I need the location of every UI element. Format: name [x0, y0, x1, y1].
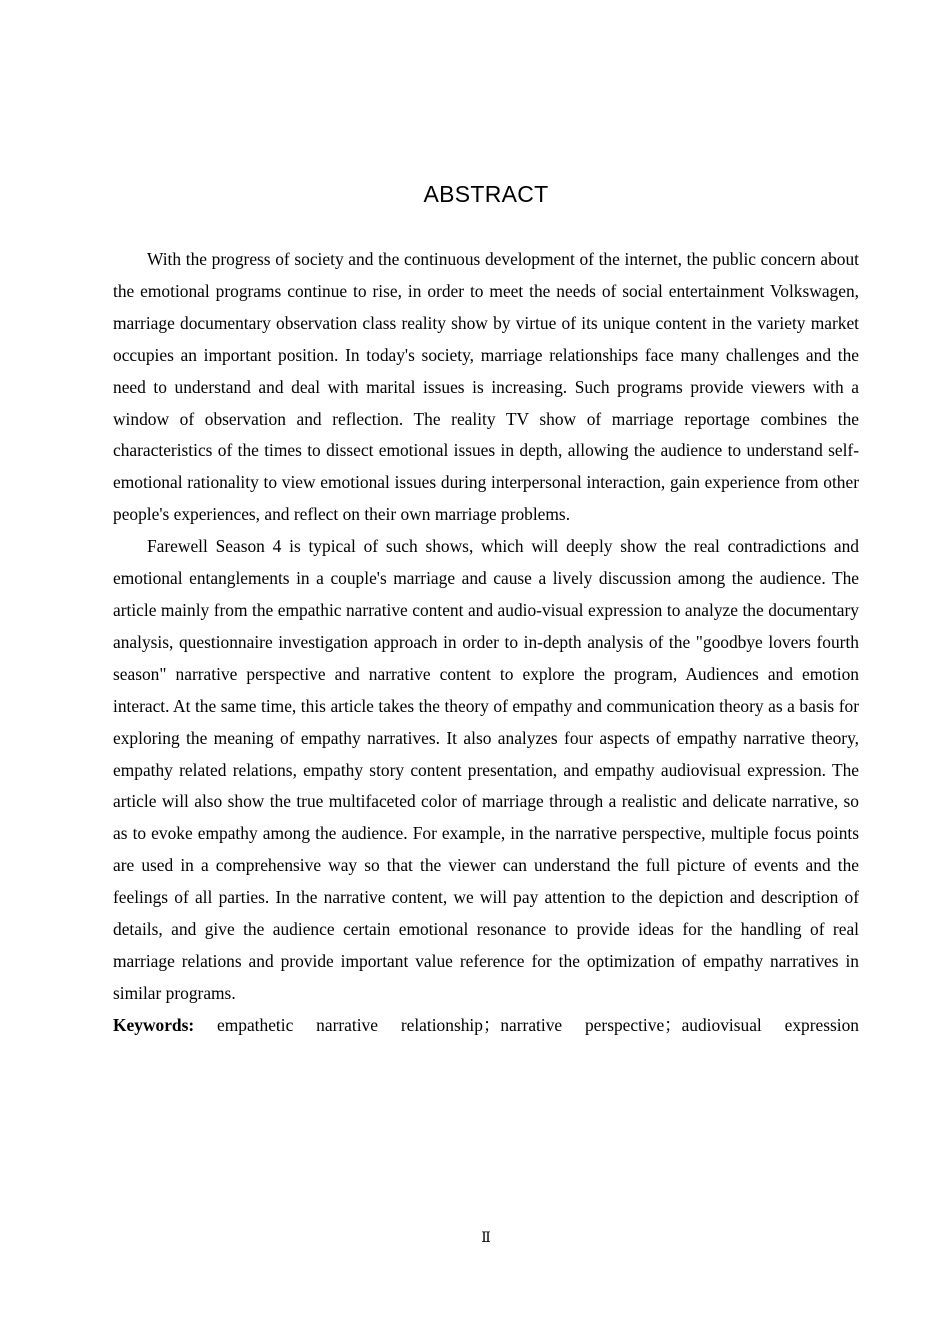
abstract-paragraph-1: With the progress of society and the continuous development of the internet, the public concern about the emotional programs continue to rise, in order to meet the needs of social entertainment Volkswagen, marriage documentary observation class reality show by virtue of its unique content in the variety market occupies an important position. In today's society, marriage relationships face many challenges and the need to understand and deal with marital issues is increasing. Such programs provide viewers with a window of observation and reflection. The reality TV show of marriage reportage combines the characteristics of the times to dissect emotional issues in depth, allowing the audience to understand self-emotional rationality to view emotional issues during interpersonal interaction, gain experience from other people's experiences, and reflect on their own marriage problems. — [113, 249, 859, 525]
abstract-body — [113, 244, 859, 1042]
keywords-text: empathetic narrative relationship；narrative perspective；audiovisual expression — [194, 1014, 859, 1035]
page-number: Ⅱ — [481, 1231, 491, 1246]
abstract-title: ABSTRACT — [423, 181, 549, 207]
abstract-paragraph-2: Farewell Season 4 is typical of such shows, which will deeply show the real contradictions and emotional entanglements in a couple's marriage and cause a lively discussion among the audience. The article mainly from the empathic narrative content and audio-visual expression to analyze the documentary analysis, questionnaire investigation approach in order to in-depth analysis of the "goodbye lovers fourth season" narrative perspective and narrative content to explore the program, Audiences and emotion interact. At the same time, this article takes the theory of empathy and communication theory as a basis for exploring the meaning of empathy narratives. It also analyzes four aspects of empathy narrative theory, empathy related relations, empathy story content presentation, and empathy audiovisual expression. The article will also show the true multifaceted color of marriage through a realistic and delicate narrative, so as to evoke empathy among the audience. For example, in the narrative perspective, multiple focus points are used in a comprehensive way so that the viewer can understand the full picture of events and the feelings of all parties. In the narrative content, we will pay attention to the depiction and description of details, and give the audience certain emotional resonance to provide ideas for the handling of real marriage relations and provide important value reference for the optimization of empathy narratives in similar programs. — [113, 536, 859, 1003]
keywords-label: Keywords: — [113, 1014, 195, 1035]
keywords-line — [113, 1010, 859, 1042]
